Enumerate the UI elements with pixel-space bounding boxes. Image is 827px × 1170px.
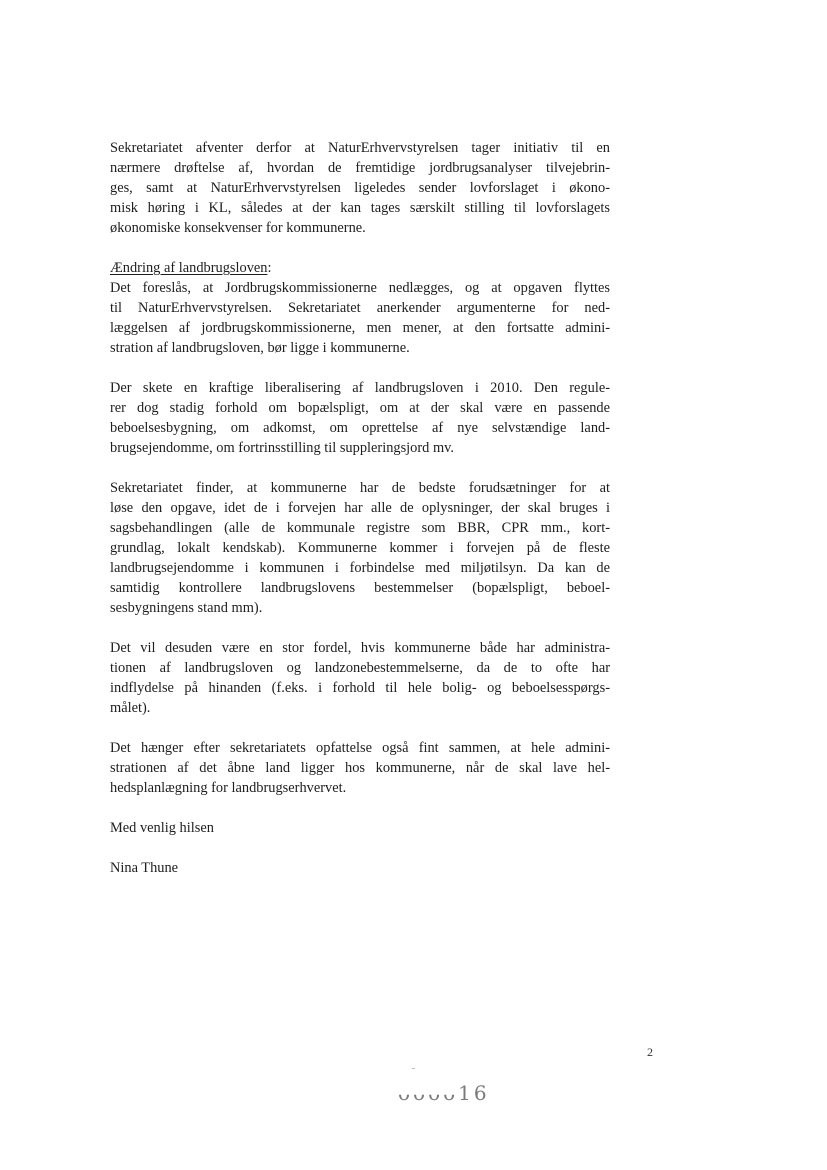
text-line: strationen af det åbne land ligger hos kommunerne, når de skal lave hel- [110, 760, 610, 776]
text-line: landbrugsejendomme i kommunen i forbindelse med miljøtilsyn. Da kan de [110, 560, 610, 576]
section-heading [110, 258, 610, 278]
text-line: løse den opgave, idet de i forvejen har alle de oplysninger, der skal bruges i [110, 500, 610, 516]
text-line: rer dog stadig forhold om bopælspligt, om at der skal være en passende [110, 400, 610, 416]
scan-speck [412, 1068, 415, 1069]
text-line: Det hænger efter sekretariatets opfattelse også fint sammen, at hele admini- [110, 740, 610, 756]
text-line: Sekretariatet afventer derfor at NaturErhvervstyrelsen tager initiativ til en [110, 140, 610, 156]
paragraph-3 [110, 378, 610, 458]
page-number: 2 [647, 1045, 653, 1059]
text-line: målet). [110, 700, 151, 716]
text-line: stration af landbrugsloven, bør ligge i kommunerne. [110, 340, 410, 356]
text-line: brugsejendomme, om fortrinsstilling til suppleringsjord mv. [110, 440, 455, 456]
text-line: Sekretariatet finder, at kommunerne har de bedste forudsætninger for at [110, 480, 610, 496]
text-line: grundlag, lokalt kendskab). Kommunerne kommer i forvejen på de fleste [110, 540, 610, 556]
paragraph-6 [110, 738, 610, 798]
text-line: Der skete en kraftige liberalisering af landbrugsloven i 2010. Den regule- [110, 380, 610, 396]
text-line: samtidig kontrollere landbrugslovens bestemmelser (bopælspligt, beboel- [110, 580, 610, 596]
text-line: indflydelse på hinanden (f.eks. i forhold til hele bolig- og beboelsesspørgs- [110, 680, 610, 696]
text-line: ges, samt at NaturErhvervstyrelsen ligeledes sender lovforslaget i økono- [110, 180, 610, 196]
letter-body [110, 138, 610, 898]
paragraph-landbrugsloven [110, 258, 610, 358]
text-line: nærmere drøftelse af, hvordan de fremtidige jordbrugsanalyser tilvejebrin- [110, 160, 610, 176]
section-heading-label: Ændring af landbrugsloven [110, 260, 268, 276]
text-line: økonomiske konsekvenser for kommunerne. [110, 220, 366, 236]
text-line: Det foreslås, at Jordbrugskommissionerne nedlægges, og at opgaven flyttes [110, 280, 610, 296]
paragraph-5 [110, 638, 610, 718]
text-line: sesbygningens stand mm). [110, 600, 263, 616]
closing-greeting: Med venlig hilsen [110, 820, 214, 836]
text-line: sagsbehandlingen (alle de kommunale registre som BBR, CPR mm., kort- [110, 520, 610, 536]
text-line: beboelsesbygning, om adkomst, om oprettelse af nye selvstændige land- [110, 420, 610, 436]
text-line: til NaturErhvervstyrelsen. Sekretariatet anerkender argumenterne for ned- [110, 300, 610, 316]
text-line: Det vil desuden være en stor fordel, hvis kommunerne både har administra- [110, 640, 610, 656]
signature-name: Nina Thune [110, 860, 179, 876]
text-line: hedsplanlægning for landbrugserhvervet. [110, 780, 347, 796]
text-line: tionen af landbrugsloven og landzonebestemmelserne, da de to ofte har [110, 660, 610, 676]
text-line: misk høring i KL, således at der kan tages særskilt stilling til lovforslagets [110, 200, 610, 216]
section-heading-suffix: : [267, 260, 272, 276]
document-stamp: ᴗᴗᴗᴗ16 [398, 1081, 490, 1105]
paragraph-4 [110, 478, 610, 618]
text-line: læggelsen af jordbrugskommissionerne, men mener, at den fortsatte admini- [110, 320, 610, 336]
paragraph-1 [110, 138, 610, 238]
